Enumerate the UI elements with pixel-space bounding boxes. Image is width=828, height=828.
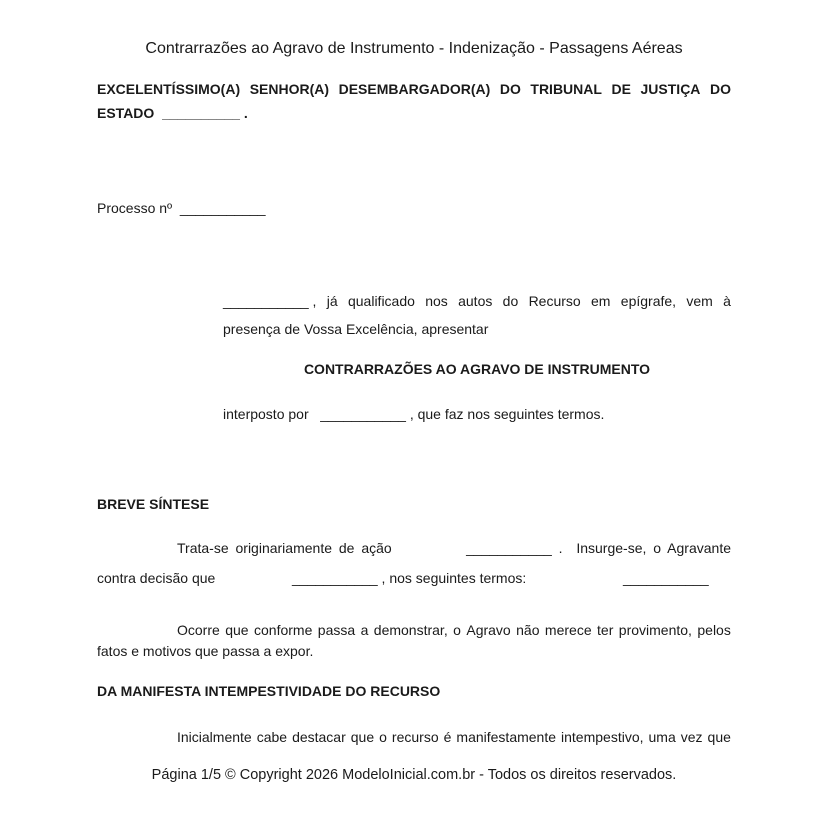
synthesis-line-2-trailing-blank-field: ___________ — [623, 570, 709, 586]
qualification-line-2: presença de Vossa Excelência, apresentar — [223, 321, 489, 337]
document-title: Contrarrazões ao Agravo de Instrumento - Indenização - Passagens Aéreas — [145, 40, 683, 57]
interposition-line: interposto por ___________ , que faz nos seguintes termos. — [223, 406, 605, 422]
vocative-line-2: ESTADO __________ . — [97, 105, 248, 121]
synthesis-line-1-text: Trata-se originariamente de ação — [177, 540, 392, 556]
process-number-line: Processo nº ___________ — [97, 200, 266, 216]
synthesis-line-2-text: contra decisão que — [97, 570, 216, 586]
merit-line-2: fatos e motivos que passa a expor. — [97, 643, 314, 659]
merit-line-1: Ocorre que conforme passa a demonstrar, o Agravo não merece ter provimento, pelos — [177, 622, 731, 638]
synthesis-line-1-blank-field: ___________ . Insurge-se, o Agravante — [466, 540, 731, 556]
page-footer: Página 1/5 © Copyright 2026 ModeloInicial.com.br - Todos os direitos reservados. — [151, 767, 677, 783]
section-heading-intempestividade: DA MANIFESTA INTEMPESTIVIDADE DO RECURSO — [97, 683, 441, 699]
synthesis-line-2-blank-field: ___________ , nos seguintes termos: — [292, 570, 527, 586]
synthesis-line-2 — [97, 570, 731, 587]
intempestivity-line-1: Inicialmente cabe destacar que o recurso é manifestamente intempestivo, uma vez que — [177, 729, 731, 745]
vocative-line-1: EXCELENTÍSSIMO(A) SENHOR(A) DESEMBARGADOR(A) DO TRIBUNAL DE JUSTIÇA DO — [97, 81, 731, 97]
section-heading-breve-sintese: BREVE SÍNTESE — [97, 496, 210, 512]
piece-title: CONTRARRAZÕES AO AGRAVO DE INSTRUMENTO — [303, 361, 651, 377]
qualification-line-1: ___________ , já qualificado nos autos do Recurso em epígrafe, vem à — [223, 293, 731, 309]
synthesis-line-1 — [177, 540, 731, 557]
